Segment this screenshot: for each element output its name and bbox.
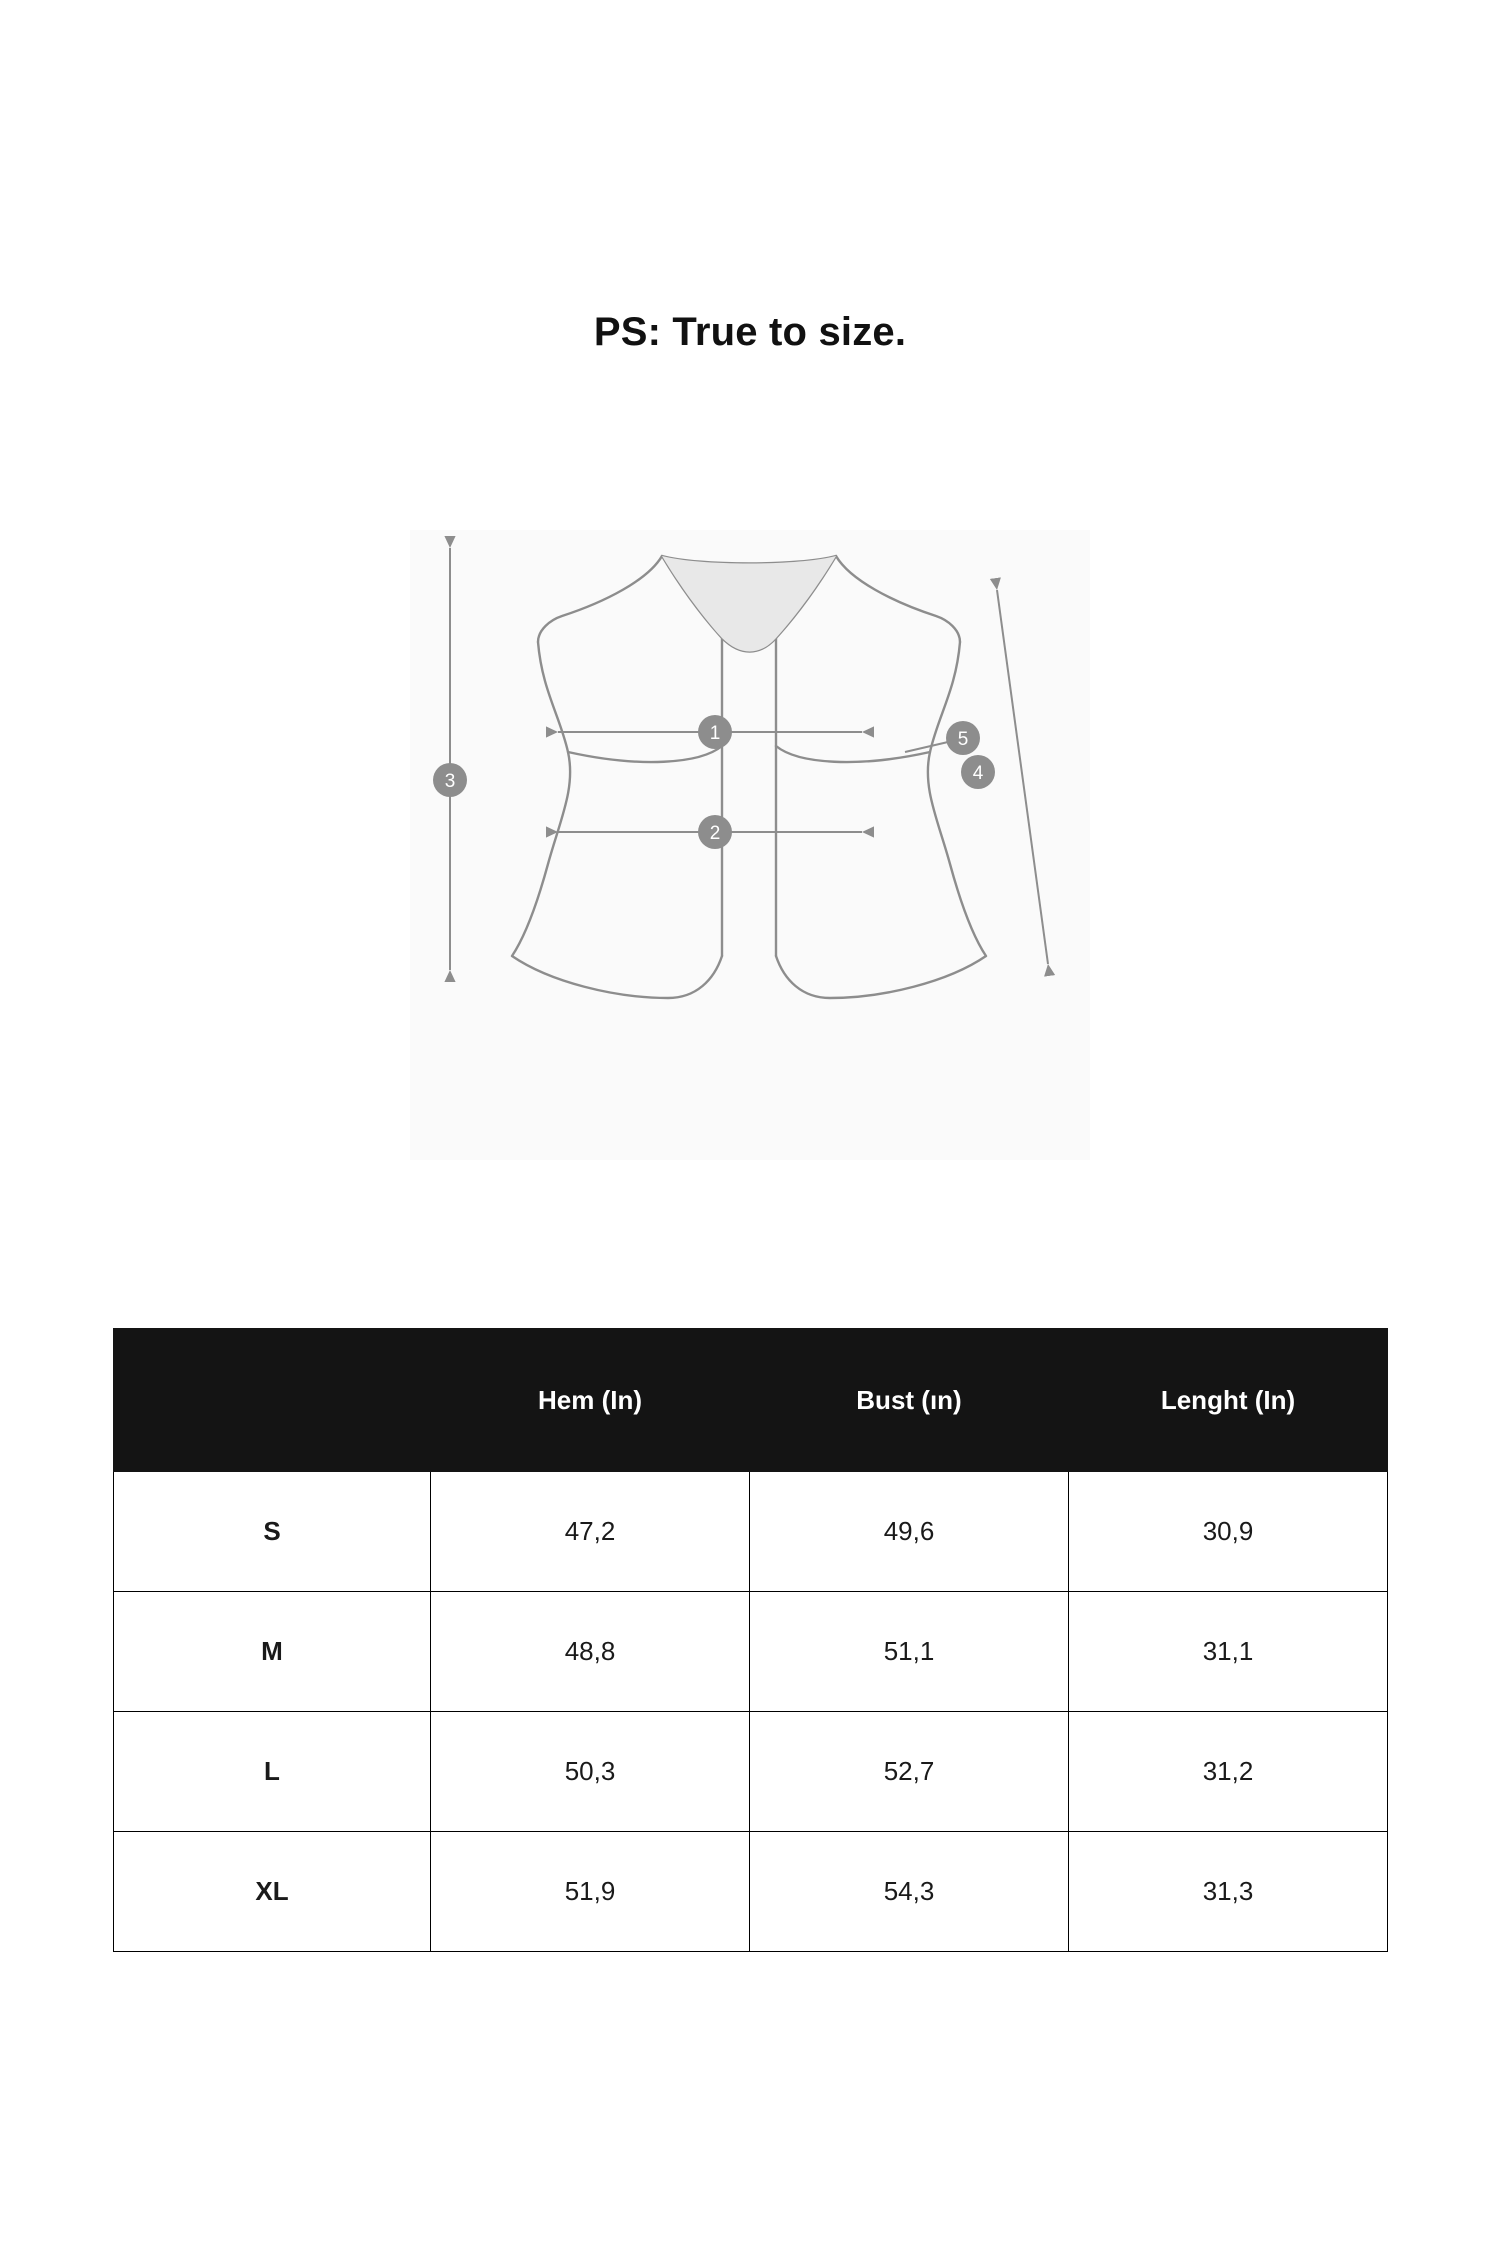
diagram-container bbox=[0, 520, 1500, 1180]
cell-size: XL bbox=[114, 1832, 431, 1952]
svg-text:5: 5 bbox=[957, 729, 969, 750]
cell-length: 31,2 bbox=[1069, 1712, 1388, 1832]
cell-hem: 50,3 bbox=[431, 1712, 750, 1832]
cell-size: S bbox=[114, 1472, 431, 1592]
table-row bbox=[114, 1712, 1388, 1832]
cell-length: 31,3 bbox=[1069, 1832, 1388, 1952]
cell-hem: 51,9 bbox=[431, 1832, 750, 1952]
table-row bbox=[114, 1592, 1388, 1712]
cell-bust: 54,3 bbox=[750, 1832, 1069, 1952]
svg-text:1: 1 bbox=[709, 723, 721, 744]
cell-bust: 49,6 bbox=[750, 1472, 1069, 1592]
cell-length: 30,9 bbox=[1069, 1472, 1388, 1592]
cell-hem: 47,2 bbox=[431, 1472, 750, 1592]
column-header-size bbox=[114, 1329, 431, 1472]
table-row bbox=[114, 1832, 1388, 1952]
cell-size: L bbox=[114, 1712, 431, 1832]
page-title: PS: True to size. bbox=[593, 310, 907, 354]
garment-measurement-diagram bbox=[400, 520, 1100, 1180]
svg-text:2: 2 bbox=[709, 823, 721, 844]
cell-bust: 51,1 bbox=[750, 1592, 1069, 1712]
svg-text:4: 4 bbox=[972, 763, 984, 784]
cell-size: M bbox=[114, 1592, 431, 1712]
table-row bbox=[114, 1472, 1388, 1592]
cell-hem: 48,8 bbox=[431, 1592, 750, 1712]
svg-text:3: 3 bbox=[444, 771, 456, 792]
table-header-row bbox=[114, 1329, 1388, 1472]
size-chart-table bbox=[113, 1328, 1388, 1952]
cell-length: 31,1 bbox=[1069, 1592, 1388, 1712]
size-chart-container bbox=[113, 1328, 1387, 1952]
column-header-bust: Bust (ın) bbox=[750, 1329, 1069, 1472]
cell-bust: 52,7 bbox=[750, 1712, 1069, 1832]
column-header-hem: Hem (In) bbox=[431, 1329, 750, 1472]
column-header-length: Lenght (In) bbox=[1069, 1329, 1388, 1472]
